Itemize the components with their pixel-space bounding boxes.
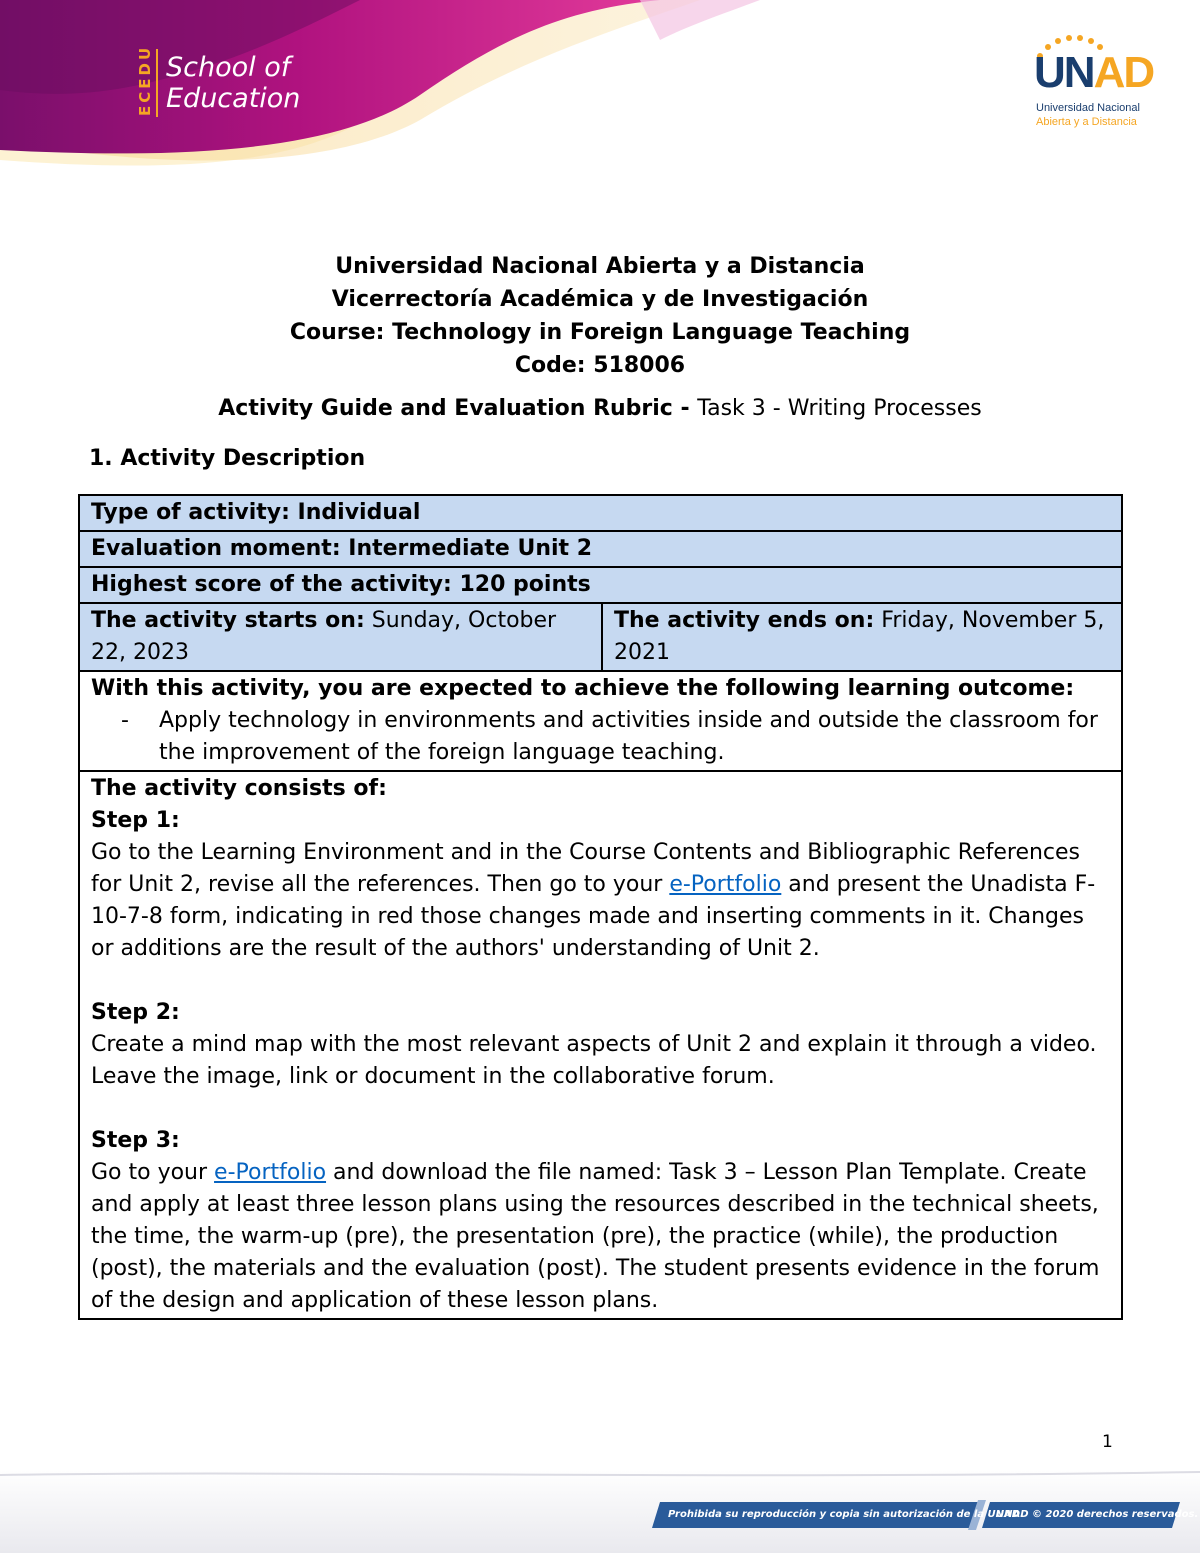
unad-subtitle-1: Universidad Nacional xyxy=(1036,102,1140,114)
step-2-label: Step 2: xyxy=(91,1000,180,1025)
guide-title-bold: Activity Guide and Evaluation Rubric - xyxy=(218,396,698,421)
e-portfolio-link-2[interactable]: e-Portfolio xyxy=(214,1160,327,1185)
footer-notice: Prohibida su reproducción y copia sin autorización de la UNAD. xyxy=(668,1509,1024,1520)
school-line-1: School of xyxy=(166,52,291,83)
step-3-label: Step 3: xyxy=(91,1128,180,1153)
outcome-list-item: - Apply technology in environments and activities inside and outside the classroom for the improvement of the foreign language teaching. xyxy=(121,708,1098,765)
footer-copyright: UNAD © 2020 derechos reservados. xyxy=(996,1509,1199,1520)
unad-logo xyxy=(1030,34,1160,134)
course-code: Code: 518006 xyxy=(514,353,686,378)
section-heading: 1. Activity Description xyxy=(89,446,366,471)
unad-subtitle-2: Abierta y a Distancia xyxy=(1036,116,1137,128)
consists-heading: The activity consists of: xyxy=(91,776,387,801)
ecedu-mark: ECEDU xyxy=(136,44,154,116)
university-title: Universidad Nacional Abierta y a Distancia xyxy=(335,254,865,279)
outcome-heading: With this activity, you are expected to achieve the following learning outcome: xyxy=(91,676,1075,701)
type-of-activity-cell: Type of activity: Individual xyxy=(79,495,1122,531)
e-portfolio-link-1[interactable]: e-Portfolio xyxy=(669,872,782,897)
logo-divider xyxy=(156,49,158,117)
unad-wordmark: UNAD xyxy=(1034,48,1154,97)
evaluation-moment-cell: Evaluation moment: Intermediate Unit 2 xyxy=(79,531,1122,567)
step-3-text: Go to your e-Portfolio and download the file named: Task 3 – Lesson Plan Template. Create and apply at least three lesson plans using the resources described in the technical sheets, the time, the warm-up (pre), the presentation (pre), the practice (while), the production (post), the materials and the evaluation (post). The student presents evidence in the forum of the design and application of these lesson plans. xyxy=(91,1160,1100,1313)
document-titles xyxy=(0,250,1200,382)
start-date-cell: The activity starts on: Sunday, October 22, 2023 xyxy=(79,603,602,671)
highest-score-cell: Highest score of the activity: 120 points xyxy=(79,567,1122,603)
course-title: Course: Technology in Foreign Language Teaching xyxy=(289,320,911,345)
learning-outcome-cell xyxy=(79,671,1122,771)
step-1-label: Step 1: xyxy=(91,808,180,833)
activity-steps-cell xyxy=(79,771,1122,1319)
activity-table xyxy=(78,494,1123,1320)
school-of-education-logo xyxy=(130,46,300,120)
end-date-cell: The activity ends on: Friday, November 5, 2021 xyxy=(602,603,1122,671)
vicerrectoria-title: Vicerrectoría Académica y de Investigación xyxy=(331,287,869,312)
school-name xyxy=(166,52,300,114)
school-line-2: Education xyxy=(166,83,301,114)
step-2-text: Create a mind map with the most relevant aspects of Unit 2 and explain it through a video. Leave the image, link or document in the collaborative forum. xyxy=(91,1032,1097,1089)
page-number: 1 xyxy=(1102,1432,1113,1452)
guide-title-task: Task 3 - Writing Processes xyxy=(697,396,982,421)
step-1-text: Go to the Learning Environment and in the Course Contents and Bibliographic References for Unit 2, revise all the references. Then go to your e-Portfolio and present the Unadista F-10-7-8 form, indicating in red those changes made and inserting comments in it. Changes or additions are the result of the authors' understanding of Unit 2. xyxy=(91,840,1096,961)
guide-title xyxy=(0,396,1200,421)
